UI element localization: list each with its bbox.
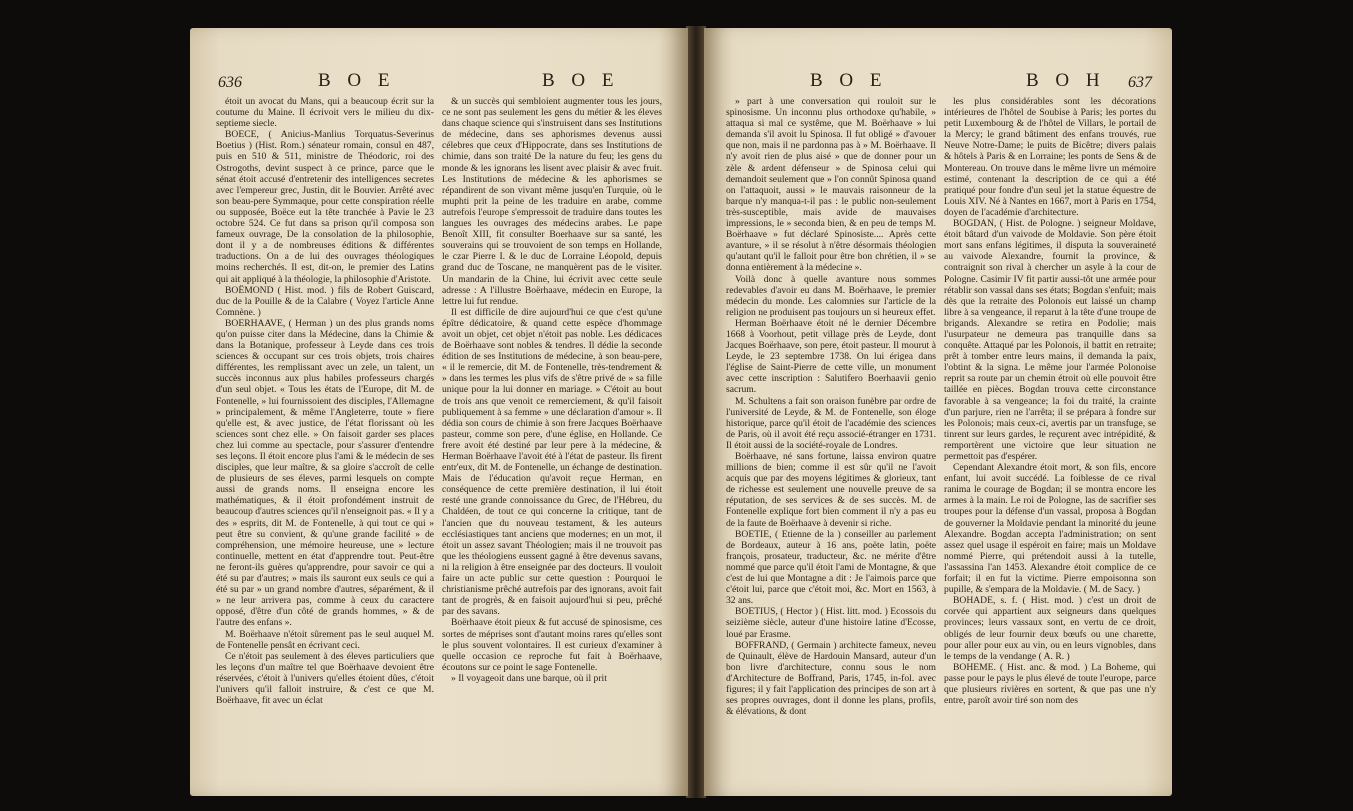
paragraph: BOETIUS, ( Hector ) ( Hist. litt. mod. ) Ecossois du seizième siècle, auteur d'une histoire latine d'Ecosse, loué par Erasme.: [726, 606, 936, 640]
paragraph: Boërhaave étoit pieux & fut accusé de spinosisme, ces sortes de méprises sont d'autant moins rares qu'elles sont le plus souvent volontaires. Il est curieux d'examiner à quelle occasion ce reproche fut fait à Boërhaave, écoutons sur ce point le sage Fontenelle.: [442, 617, 662, 673]
paragraph: BOETIE, ( Etienne de la ) conseiller au parlement de Bordeaux, auteur à 16 ans, poëte latin, poëte françois, prosateur, traducteur, &c. ne mérite d'être nommé que parce qu'il étoit l'ami de Montagne, & que c'est de lui que Montagne a dit : Je l'aimois parce que c'étoit lui, parce que c'étoit moi, &c. Mort en 1563, à 32 ans.: [726, 528, 936, 607]
paragraph: BOGDAN, ( Hist. de Pologne. ) seigneur Moldave, étoit bâtard d'un vaivode de Moldavie. Son père étoit mort sans enfans légitimes, il disputa la souveraineté au vaivode Alexandre, fournit la province, & contraignit son rival à chercher un asyle à la cour de Pologne. Casimir IV fit partir aussi-tôt une armée pour rétablir son vassal dans ses états; Bogdan s'enfuit; mais dès que la retraite des Polonois eut laissé un champ libre à sa vengeance, il reparut à la tête d'une troupe de brigands. Alexandre se retira en Podolie; mais l'usurpateur ne demeura pas tranquille dans sa conquête. Attaqué par les Polonois, il battit en retraite; prêt à tomber entre leurs mains, il demanda la paix, l'obtint & la signa. Le même jour l'armée Polonoise reprit sa route par un chemin étroit où elle pouvoit être taillée en pièces. Bogdan trouva cette circonstance favorable à sa vengeance; la foi du traité, la crainte d'un parjure, rien ne l'arrêta; il se prépara à fondre sur les Polonois; mais ceux-ci, avertis par un transfuge, se tinrent sur leurs gardes, le reçurent avec intrépidité, & remportèrent une victoire que leur situation ne permettoit pas d'espérer.: [944, 218, 1156, 462]
left-page-column-1: [216, 96, 434, 796]
right-page-column-2: [944, 96, 1156, 796]
running-head-left-1: B O E: [318, 70, 396, 91]
page-number-right: 637: [1128, 74, 1152, 91]
right-page-column-1: [726, 96, 936, 796]
paragraph: Boërhaave, né sans fortune, laissa environ quatre millions de bien; comme il est sûr qu'il ne l'avoit acquis que par des moyens légitimes & glorieux, tant de richesse est seulement une nouvelle preuve de sa réputation, de ses services & de ses succès. M. de Fontenelle explique fort bien comment il n'y a pas eu de la faute de Boërhaave à devenir si riche.: [726, 451, 936, 529]
right-page: [704, 28, 1172, 796]
running-head-right-1: B O E: [810, 70, 888, 91]
paragraph: Il est difficile de dire aujourd'hui ce que c'est qu'une épître dédicatoire, & quand cette espèce d'hommage avoit un objet, cet objet n'étoit pas noble. Les dédicaces de Boërhaave sont nobles & tendres. Il dédie la seconde édition de ses Institutions de médecine, à son beau-pere, « il le remercie, dit M. de Fontenelle, très-tendrement & » dans les termes les plus vifs de s'être privé de » sa fille unique pour la lui donner en mariage. » C'étoit au bout de trois ans que venoit ce remerciement, & qu'il faisoit publiquement à sa femme » une déclaration d'amour ». Il dédia son cours de chimie à son frere Jacques Boërhaave pasteur, comme son pere, d'une église, en Hollande. Ce frere avoit été destiné par leur pere à la médecine, & Herman Boërhaave l'avoit été à l'état de pasteur. Ils firent entr'eux, dit M. de Fontenelle, un échange de destination. Mais de l'éducation qu'avoit reçue Herman, en conséquence de cette première destination, il lui étoit resté une grande connoissance du Grec, de l'Hébreu, du Chaldéen, de tout ce qui concerne la critique, tant de l'ancien que du nouveau testament, & les auteurs ecclésiastiques tant anciens que modernes; en un mot, il étoit un assez savant Théologien; mais il ne trouvoit pas que les théologiens eussent gagné à être devenus savans, ni la religion à être enseignée par des docteurs. Il vouloit faire un acte public sur cette question : Pourquoi le christianisme prêché autrefois par des ignorans, avoit fait tant de progrès, & en faisoit aujourd'hui si peu, prêché par des savans.: [442, 306, 662, 618]
book-gutter: [686, 26, 706, 798]
paragraph: BOHEME. ( Hist. anc. & mod. ) La Boheme, qui passe pour le pays le plus élevé de toute l'europe, parce que plusieurs rivières en sortent, & que pas une n'y entre, paroît avoir tiré son nom des: [944, 661, 1156, 707]
paragraph: Ce n'étoit pas seulement à des éleves particuliers que les leçons d'un maître tel que Boërhaave devoient être réservées, c'étoit à l'univers qu'elles étoient dûes, c'étoit l'univers qu'il falloit instruire, & c'est ce que M. Boërhaave, fit avec un éclat: [216, 650, 434, 707]
paragraph: BOECE, ( Anicius-Manlius Torquatus-Severinus Boetius ) (Hist. Rom.) sénateur romain, consul en 487, puis en 510 & 511, ministre de Théodoric, roi des Ostrogoths, devint suspect à ce prince, parce que le sénat étoit accusé d'entretenir des intelligences secretes avec l'empereur grec, Justin, dit le Bouvier. Arrêté avec son beau-pere Symmaque, pour cette conspiration réelle ou supposée, Boëce eut la tête tranchée à Pavie le 23 octobre 524. Ce fut dans sa prison qu'il composa son fameux ouvrage, De la consolation de la philosophie, dont il y a de nombreuses éditions & différentes traductions. On a de lui des ouvrages théologiques moins recherchés. Il est, dit-on, le premier des Latins qui ait appliqué à la théologie, la philosophie d'Aristote.: [216, 129, 434, 285]
paragraph: BOËMOND ( Hist. mod. ) fils de Robert Guiscard, duc de la Pouille & de la Calabre ( Voyez l'article Anne Comnène. ): [216, 284, 434, 318]
paragraph: étoit un avocat du Mans, qui a beaucoup écrit sur la coutume du Maine. Il écrivoit vers le milieu du dix-septieme siecle.: [216, 96, 434, 130]
paragraph: BOFFRAND, ( Germain ) architecte fameux, neveu de Quinault, élève de Hardouin Mansard, auteur d'un bon livre d'architecture, connu sous le nom d'Architecture de Boffrand, Paris, 1745, in-fol. avec figures; il y fait l'application des principes de son art à ses propres ouvrages, dont il donne les plans, profils, & élévations, & dont: [726, 639, 936, 718]
paragraph: Voilà donc à quelle avanture nous sommes redevables d'avoir eu dans M. Boërhaave, le premier médecin du monde. Les calomnies sur l'article de la religion ne produisent pas toujours un si heureux effet.: [726, 273, 936, 318]
paragraph: & un succès qui sembloient augmenter tous les jours, ce ne sont pas seulement les gens du métier & les éleves dans chaque science qui s'instruisent dans ses Institutions de médecine, dans ses aphorismes devenus aussi célebres que ceux d'Hippocrate, dans ses Institutions de chimie, dans son traité De la nature du feu; les gens du monde & les ignorans les lisent avec plaisir & avec fruit. Les Institutions de médecine & les aphorismes se répandirent de son vivant même jusqu'en Turquie, où le muphti prit la peine de les traduire en arabe, comme autrefois l'europe s'empressoit de traduire dans toutes les langues les ouvrages des médecins arabes. Le pape Benoît XIII, fit consulter Boerhaave sur sa santé, les souverains qui se trouvoient de son temps en Hollande, le czar Pierre I. & le duc de Lorraine Léopold, depuis grand duc de Toscane, ne manquèrent pas de le visiter. Un mandarin de la Chine, lui écrivit avec cette seule adresse : A l'illustre Boërhaave, médecin en Europe, la lettre lui fut rendue.: [442, 96, 662, 307]
paragraph: BOHADE, s. f. ( Hist. mod. ) c'est un droit de corvée qui appartient aux seigneurs dans quelques provinces; leurs vassaux sont, en vertu de ce droit, obligés de leur fournir deux bœufs ou une charette, pour aller pour eux au vin, ou en leurs vignobles, dans le temps de la vendange ( A. R. ): [944, 595, 1156, 662]
paragraph: BOERHAAVE, ( Herman ) un des plus grands noms qu'on puisse citer dans la Médecine, dans la Chimie & dans la Botanique, professeur à Leyde dans ces trois sciences & occupant sur ces trois objets, trois chaires différentes, les remplissant avec un zele, un talent, un succès inconnus aux plus habiles professeurs chargés d'un seul objet. « Tous les états de l'Europe, dit M. de Fontenelle, » lui fournissoient des disciples, l'Allemagne » principalement, & même l'Angleterre, toute » fiere qu'elle est, & avec justice, de l'état florissant où les sciences sont chez elle. » On faisoit garder ses places chez lui comme au spectacle, pour s'assurer d'entendre ses leçons. Il étoit encore plus l'ami & le médecin de ses disciples, que leur maître, & sa gloire s'accroît de celle de plusieurs de ses éleves, parmi lesquels on compte aussi de grands noms. Il enseigna encore les mathématiques, & il étoit profondément instruit de beaucoup d'autres sciences qu'il n'enseignoit pas. « Il y a des » esprits, dit M. de Fontenelle, à qui tout ce qui » peut être su convient, & qu'une grande facilité » de compréhension, une mémoire heureuse, une » lecture continuelle, mettent en état d'apprendre tout. Peut-être ne feront-ils guères qu'apprendre, pour savoir ce qui a été su par d'autres; » mais ils sauront eux seuls ce qui a été su par » un grand nombre d'autres, séparément, & il » ne leur arrivera pas, comme à ceux du caractere opposé, d'être d'un côté de grands hommes, » & de l'autre des enfans ».: [216, 317, 434, 629]
paragraph: » part à une conversation qui rouloit sur le spinosisme. Un inconnu plus orthodoxe qu'habile, » attaqua si mal ce systême, que M. Boërhaave » lui demanda s'il avoit lu Spinosa. Il fut obligé » d'avouer que non, mais il ne pardonna pas à » M. Boërhaave. Il n'y avoit rien de plus aisé » que de donner pour un zèle & ardent défenseur » de Spinosa celui qui demandoit seulement que » l'on connût Spinosa quand on l'attaquoit, aussi » le mauvais raisonneur de la barque n'y manqua-t-il pas : le public non-seulement très-susceptible, mais avide de mauvaises impressions, le » seconda bien, & en peu de temps M. Boërhaave » fut déclaré Spinosiste.... Après cette avanture, » il se résolut à n'être désormais théologien qu'autant qu'il le falloit pour être bon chrétien, il » se donna entièrement à la médecine ».: [726, 96, 936, 274]
page-number-left: 636: [218, 74, 242, 91]
running-head-left-2: B O E: [542, 70, 620, 91]
paragraph: M. Boërhaave n'étoit sûrement pas le seul auquel M. de Fontenelle pensât en écrivant ceci.: [216, 628, 434, 651]
left-page: [190, 28, 688, 796]
paragraph: les plus considérables sont les décorations intérieures de l'hôtel de Soubise à Paris; les portes du petit Luxembourg & de l'hôtel de Villars, le portail de la Mercy; le grand bâtiment des enfans trouvés, rue Neuve Notre-Dame; le puits de Bicêtre; divers palais & hôtels à Paris & en Lorraine; les ponts de Sens & de Montereau. On trouve dans le même livre un mémoire estimé, contenant la description de ce qui a été pratiqué pour fondre d'un seul jet la statue équestre de Louis XIV. Né à Nantes en 1667, mort à Paris en 1754, doyen de l'académie d'architecture.: [944, 96, 1156, 218]
paragraph: M. Schultens a fait son oraison funèbre par ordre de l'université de Leyde, & M. de Fontenelle, son éloge historique, parce qu'il étoit de l'académie des sciences de Paris, où il avoit été reçu associé-étranger en 1731. Il étoit aussi de la société-royale de Londres.: [726, 395, 936, 451]
paragraph: Cependant Alexandre étoit mort, & son fils, encore enfant, lui avoit succédé. La foiblesse de ce rival ranima le courage de Bogdan; il se montra encore les armes à la main. Le roi de Pologne, las de sacrifier ses troupes pour la défense d'un vassal, proposa à Bogdan de gouverner la Moldavie pendant la minorité du jeune Alexandre. Bogdan accepta l'administration; on sent assez quel usage il espéroit en faire; mais un Moldave nommé Pierre, qui prétendoit aussi à la tutelle, l'assassina l'an 1453. Alexandre étoit complice de ce forfait; il en fut la victime. Pierre empoisonna son pupille, & s'empara de la Moldavie. ( M. de Sacy. ): [944, 462, 1156, 596]
paragraph: Herman Boërhaave étoit né le dernier Décembre 1668 à Voorhout, petit village près de Leyde, dont Jacques Boërhaave, son pere, étoit pasteur. Il mourut à Leyde, le 23 septembre 1738. On lui érigea dans l'église de Saint-Pierre de cette ville, un monument avec cette inscription : Salutifero Boerhaavii genio sacrum.: [726, 317, 936, 396]
paragraph: » Il voyageoit dans une barque, où il prit: [451, 672, 607, 684]
left-page-column-2: [442, 96, 662, 796]
running-head-right-2: B O H: [1026, 70, 1106, 91]
